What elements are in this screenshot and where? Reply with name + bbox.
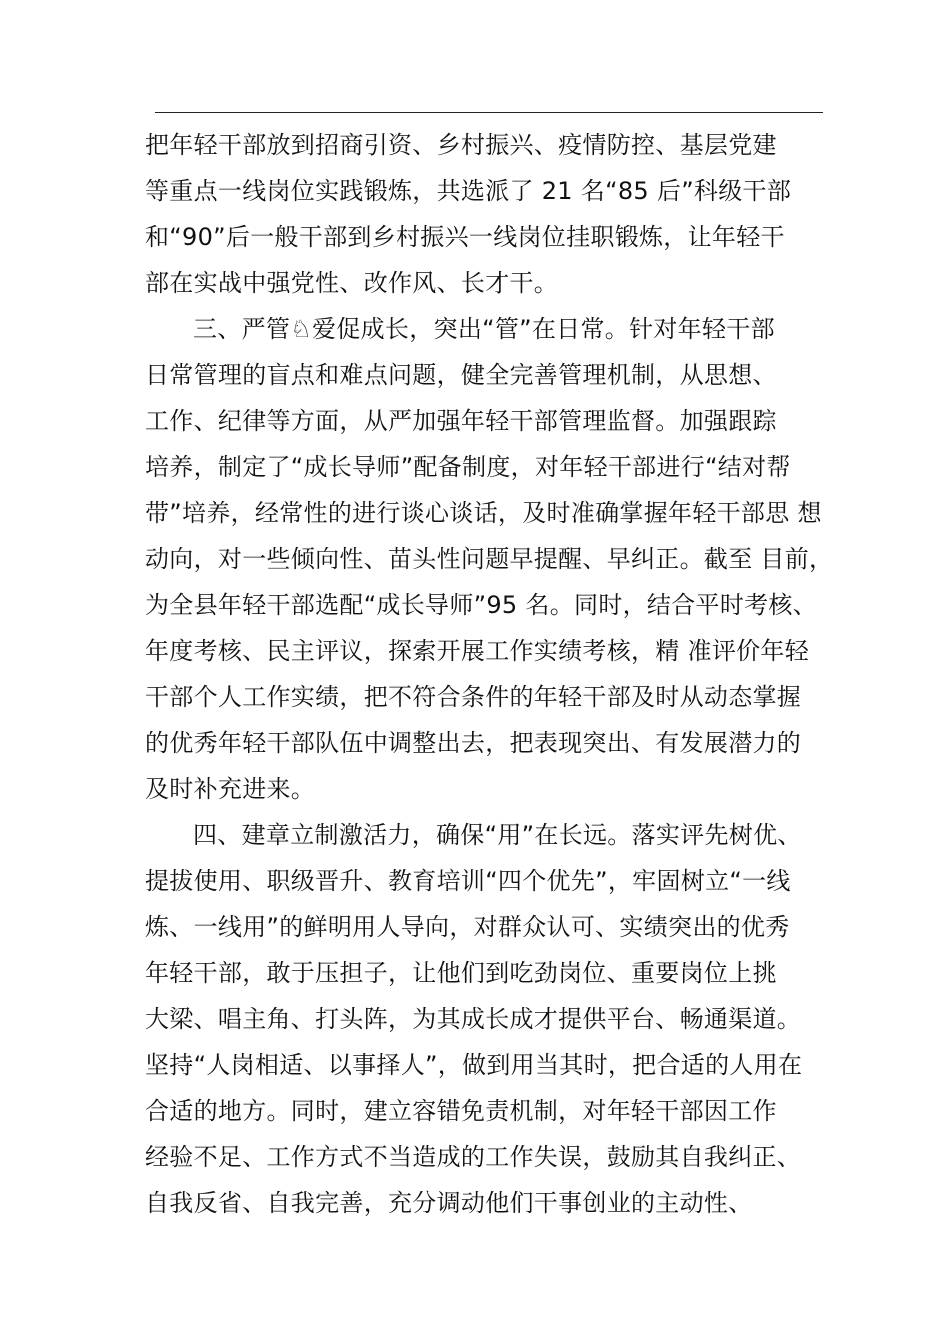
text-line: 和“90”后一般干部到乡村振兴一线岗位挂职锻炼，让年轻干 xyxy=(145,223,785,251)
section-heading-three: 三、严管♘爱促成长，突出“管”在日常。针对年轻干部 xyxy=(193,315,775,343)
text-line: 自我反省、自我完善，充分调动他们干事创业的主动性、 xyxy=(145,1189,753,1217)
text-line: 部在实战中强党性、改作风、长才干。 xyxy=(145,269,559,297)
text-line: 提拔使用、职级晋升、教育培训“四个优先”，牢固树立“一线 xyxy=(145,867,791,895)
text-line: 培养，制定了“成长导师”配备制度，对年轻干部进行“结对帮 xyxy=(145,453,791,481)
text-line: 大梁、唱主角、打头阵，为其成长成才提供平台、畅通渠道。 xyxy=(145,1005,802,1033)
text-line: 年度考核、民主评议，探索开展工作实绩考核，精 准评价年轻 xyxy=(145,637,810,665)
text-line: 合适的地方。同时，建立容错免责机制，对年轻干部因工作 xyxy=(145,1097,777,1125)
section-heading-four: 四、建章立制激活力，确保“用”在长远。落实评先树优、 xyxy=(193,821,802,849)
header-rule xyxy=(155,112,823,113)
text-line: 干部个人工作实绩，把不符合条件的年轻干部及时从动态掌握 xyxy=(145,683,802,711)
text-line: 工作、纪律等方面，从严加强年轻干部管理监督。加强跟踪 xyxy=(145,407,777,435)
text-line: 把年轻干部放到招商引资、乡村振兴、疫情防控、基层党建 xyxy=(145,131,777,159)
text-line: 日常管理的盲点和难点问题，健全完善管理机制，从思想、 xyxy=(145,361,777,389)
text-line: 为全县年轻干部选配“成长导师”95 名。同时，结合平时考核、 xyxy=(145,591,818,619)
text-line: 炼、一线用”的鲜明用人导向，对群众认可、实绩突出的优秀 xyxy=(145,913,790,941)
text-line: 等重点一线岗位实践锻炼，共选派了 21 名“85 后”科级干部 xyxy=(145,177,792,205)
text-line: 年轻干部，敢于压担子，让他们到吃劲岗位、重要岗位上挑 xyxy=(145,959,777,987)
text-line: 经验不足、工作方式不当造成的工作失误，鼓励其自我纠正、 xyxy=(145,1143,802,1171)
text-line: 动向，对一些倾向性、苗头性问题早提醒、早纠正。截至 目前， xyxy=(145,545,834,573)
text-line: 带”培养，经常性的进行谈心谈话，及时准确掌握年轻干部思 想 xyxy=(145,499,822,527)
text-line: 坚持“人岗相适、以事择人”，做到用当其时，把合适的人用在 xyxy=(145,1051,803,1079)
text-line: 及时补充进来。 xyxy=(145,775,316,803)
text-line: 的优秀年轻干部队伍中调整出去，把表现突出、有发展潜力的 xyxy=(145,729,802,757)
